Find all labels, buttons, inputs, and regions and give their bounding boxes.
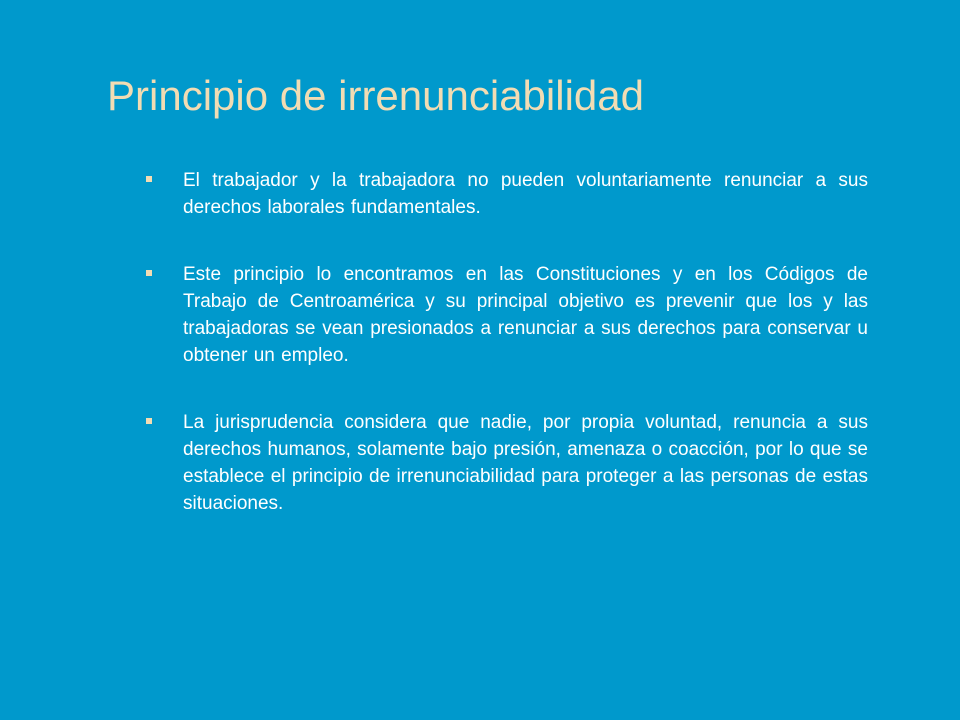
square-bullet-icon <box>146 176 152 182</box>
bullet-list <box>146 167 868 557</box>
bullet-item <box>146 261 868 369</box>
slide-title: Principio de irrenunciabilidad <box>107 72 644 119</box>
bullet-text: La jurisprudencia considera que nadie, por propia voluntad, renuncia a sus derechos humanos, solamente bajo presión, amenaza o coacción, por lo que se establece el principio de irrenunciabilidad para proteger a las personas de estas situaciones. <box>183 412 868 514</box>
bullet-item <box>146 409 868 517</box>
bullet-text: El trabajador y la trabajadora no pueden voluntariamente renunciar a sus derechos laborales fundamentales. <box>183 170 868 218</box>
square-bullet-icon <box>146 418 152 424</box>
bullet-item <box>146 167 868 221</box>
bullet-text: Este principio lo encontramos en las Constituciones y en los Códigos de Trabajo de Centroamérica y su principal objetivo es prevenir que los y las trabajadoras se vean presionados a renunciar a sus derechos para conservar u obtener un empleo. <box>183 264 868 366</box>
square-bullet-icon <box>146 270 152 276</box>
